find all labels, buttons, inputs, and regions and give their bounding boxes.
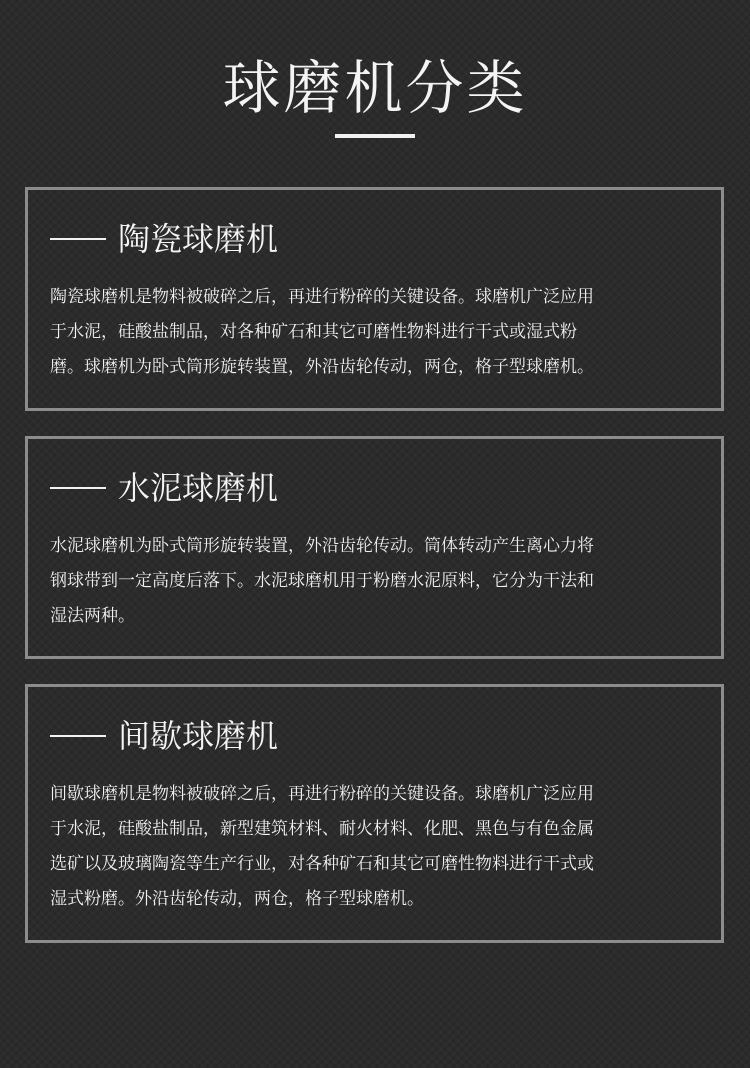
heading-dash [50, 735, 106, 737]
section-batch-ball-mill [25, 684, 724, 943]
description-line: 湿法两种。 [50, 606, 135, 626]
description-line: 陶瓷球磨机是物料被破碎之后，再进行粉碎的关键设备。球磨机广泛应用 [50, 287, 594, 307]
description-line: 磨。球磨机为卧式筒形旋转装置，外沿齿轮传动，两仓，格子型球磨机。 [50, 357, 594, 377]
description-line: 湿式粉磨。外沿齿轮传动，两仓，格子型球磨机。 [50, 889, 424, 909]
description-line: 于水泥，硅酸盐制品，新型建筑材料、耐火材料、化肥、黑色与有色金属 [50, 819, 594, 839]
section-description [50, 777, 700, 917]
description-line: 水泥球磨机为卧式筒形旋转装置，外沿齿轮传动。筒体转动产生离心力将 [50, 536, 594, 556]
heading-dash [50, 487, 106, 489]
section-heading [50, 216, 278, 262]
description-line: 钢球带到一定高度后落下。水泥球磨机用于粉磨水泥原料，它分为干法和 [50, 571, 594, 591]
title-underline [335, 134, 415, 138]
section-heading-text: 陶瓷球磨机 [118, 220, 279, 258]
heading-dash [50, 238, 106, 240]
section-heading [50, 713, 278, 759]
section-description [50, 529, 700, 634]
description-line: 选矿以及玻璃陶瓷等生产行业，对各种矿石和其它可磨性物料进行干式或 [50, 854, 594, 874]
description-line: 于水泥，硅酸盐制品，对各种矿石和其它可磨性物料进行干式或湿式粉 [50, 322, 577, 342]
section-heading-text: 水泥球磨机 [118, 469, 279, 507]
section-description [50, 280, 700, 385]
section-cement-ball-mill [25, 436, 724, 659]
section-heading-text: 间歇球磨机 [118, 717, 279, 755]
page-title: 球磨机分类 [222, 54, 528, 122]
section-heading [50, 465, 278, 511]
description-line: 间歇球磨机是物料被破碎之后，再进行粉碎的关键设备。球磨机广泛应用 [50, 784, 594, 804]
section-ceramic-ball-mill [25, 187, 724, 411]
